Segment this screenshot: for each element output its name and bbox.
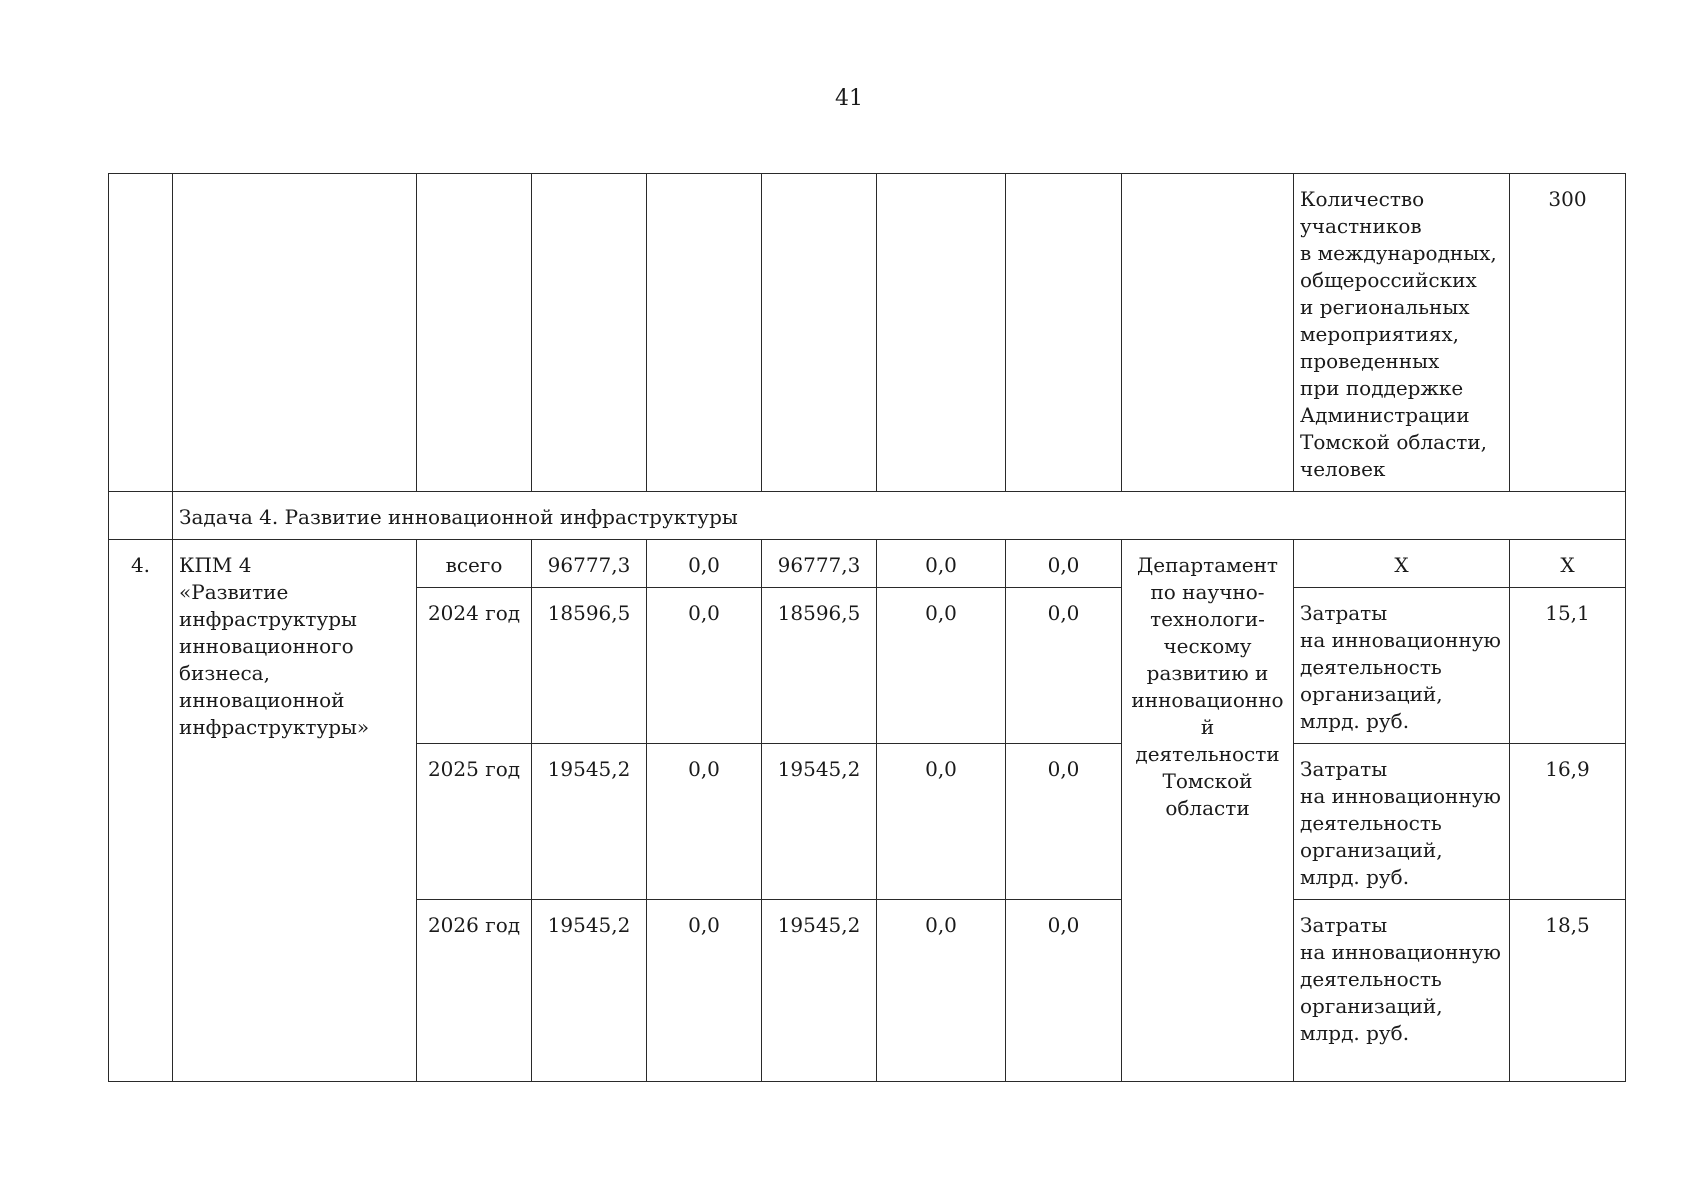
period-cell: 2024 год (417, 588, 532, 744)
value-cell: 0,0 (647, 744, 762, 900)
empty-cell (109, 174, 173, 492)
value-cell: 0,0 (647, 900, 762, 1082)
value-cell: 96777,3 (762, 540, 877, 588)
value-cell: 0,0 (647, 540, 762, 588)
value-cell: 0,0 (1006, 588, 1122, 744)
empty-cell (647, 174, 762, 492)
indicator-name: Количество участников в международных, общероссийских и региональных мероприятиях, проведенных при поддержке Администрации Томской области, человек (1294, 174, 1510, 492)
value-cell: 19545,2 (532, 900, 647, 1082)
value-cell: 0,0 (877, 540, 1006, 588)
period-cell: всего (417, 540, 532, 588)
empty-cell (417, 174, 532, 492)
item-name: КПМ 4 «Развитие инфраструктуры инновационного бизнеса, инновационной инфраструктуры» (173, 540, 417, 1082)
empty-cell (762, 174, 877, 492)
value-cell: 0,0 (877, 588, 1006, 744)
value-cell: 0,0 (1006, 900, 1122, 1082)
task-row (109, 492, 1626, 540)
empty-cell (173, 174, 417, 492)
indicator-value: 16,9 (1510, 744, 1626, 900)
empty-cell (877, 174, 1006, 492)
indicator-name: Затраты на инновационную деятельность организаций, млрд. руб. (1294, 588, 1510, 744)
table-row (109, 540, 1626, 588)
continuation-row (109, 174, 1626, 492)
value-cell: 0,0 (1006, 744, 1122, 900)
value-cell: 19545,2 (762, 900, 877, 1082)
indicator-name: Затраты на инновационную деятельность организаций, млрд. руб. (1294, 744, 1510, 900)
empty-cell (1006, 174, 1122, 492)
value-cell: 96777,3 (532, 540, 647, 588)
indicator-value: 15,1 (1510, 588, 1626, 744)
period-cell: 2025 год (417, 744, 532, 900)
period-cell: 2026 год (417, 900, 532, 1082)
indicator-name: Х (1294, 540, 1510, 588)
empty-cell (532, 174, 647, 492)
task-title: Задача 4. Развитие инновационной инфраструктуры (173, 492, 1626, 540)
program-table (108, 173, 1626, 1082)
value-cell: 18596,5 (762, 588, 877, 744)
value-cell: 0,0 (647, 588, 762, 744)
value-cell: 0,0 (877, 744, 1006, 900)
value-cell: 19545,2 (532, 744, 647, 900)
item-number: 4. (109, 540, 173, 1082)
value-cell: 18596,5 (532, 588, 647, 744)
empty-cell (109, 492, 173, 540)
empty-cell (1122, 174, 1294, 492)
executor-cell: Департамент по научно- технологи- ческому развитию и инновационной деятельности Томской области (1122, 540, 1294, 1082)
value-cell: 19545,2 (762, 744, 877, 900)
indicator-value: 300 (1510, 174, 1626, 492)
value-cell: 0,0 (1006, 540, 1122, 588)
page-number: 41 (835, 86, 863, 111)
value-cell: 0,0 (877, 900, 1006, 1082)
indicator-name: Затраты на инновационную деятельность организаций, млрд. руб. (1294, 900, 1510, 1082)
indicator-value: 18,5 (1510, 900, 1626, 1082)
indicator-value: Х (1510, 540, 1626, 588)
